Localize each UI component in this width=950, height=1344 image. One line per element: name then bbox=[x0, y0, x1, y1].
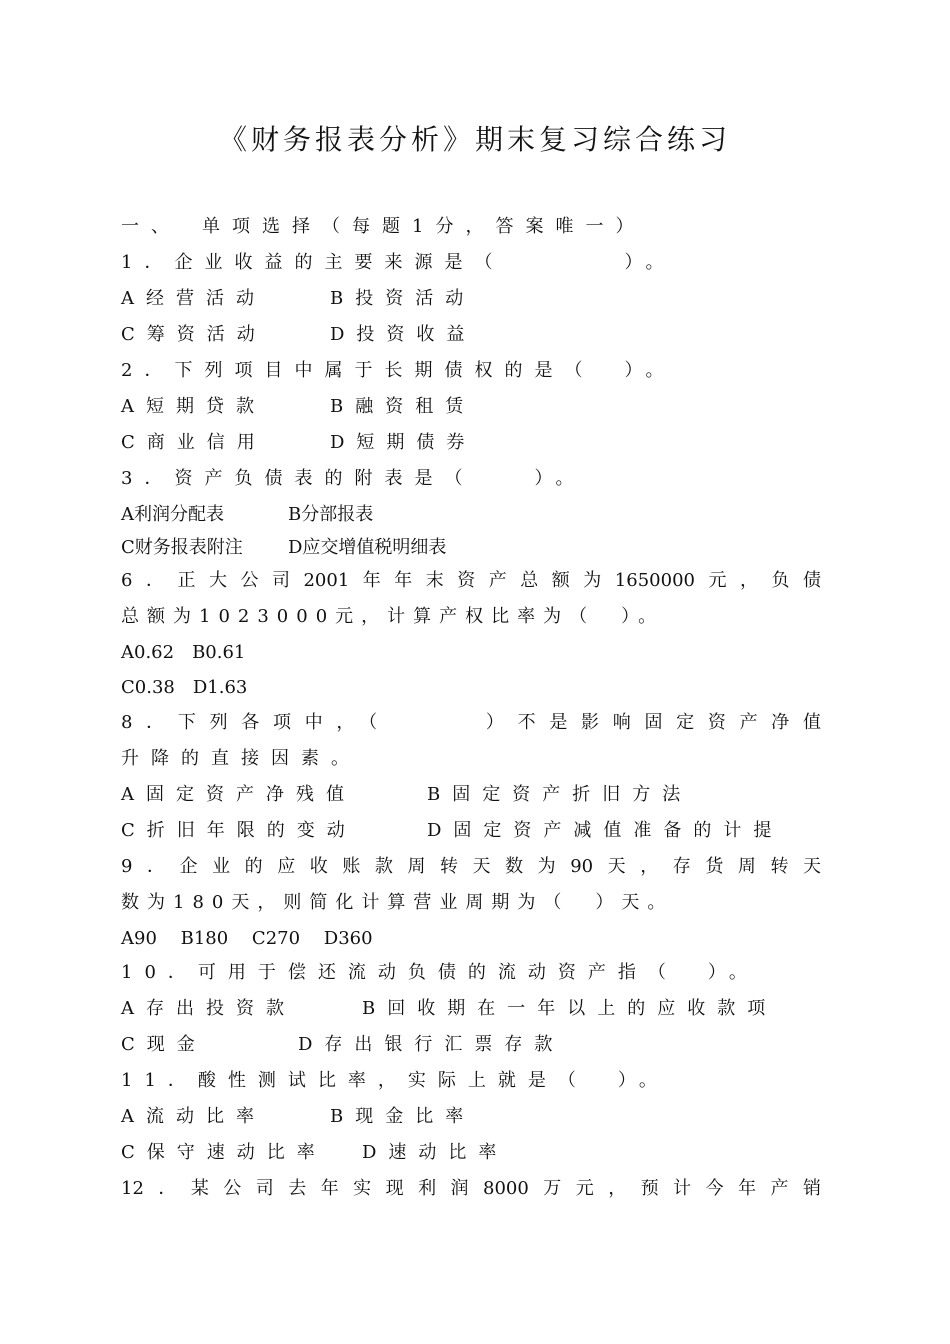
q3-option-b: B分部报表 bbox=[288, 504, 374, 525]
question-10: 10．可用于偿还流动负债的流动资产指（ ）。 bbox=[121, 962, 759, 983]
question-11: 11．酸性测试比率，实际上就是（ ）。 bbox=[121, 1070, 669, 1091]
question-1: 1．企业收益的主要来源是（ ）。 bbox=[121, 252, 676, 273]
question-8-line-1: 8．下列各项中，（ ）不是影响固定资产净值 bbox=[121, 712, 821, 733]
q2-option-a: A短期贷款 bbox=[121, 396, 266, 417]
question-9-line-1: 9．企业的应收账款周转天数为90天，存货周转天 bbox=[121, 856, 821, 877]
q1-option-d: D投资收益 bbox=[330, 324, 477, 345]
q8-option-d: D固定资产减值准备的计提 bbox=[427, 820, 784, 841]
q11-option-a: A流动比率 bbox=[121, 1106, 266, 1127]
question-6-line-2: 总额为1023000元，计算产权比率为（ ）。 bbox=[121, 606, 665, 627]
q10-option-a: A存出投资款 bbox=[121, 998, 296, 1019]
question-2: 2．下列项目中属于长期债权的是（ ）。 bbox=[121, 360, 676, 381]
q11-option-d: D速动比率 bbox=[362, 1142, 509, 1163]
question-6-line-1: 6．正大公司2001年年末资产总额为1650000元，负债 bbox=[121, 570, 821, 591]
page-title: 《财务报表分析》期末复习综合练习 bbox=[218, 123, 731, 156]
q2-option-d: D短期债券 bbox=[330, 432, 477, 453]
q1-option-a: A经营活动 bbox=[121, 288, 266, 309]
q10-option-d: D存出银行汇票存款 bbox=[298, 1034, 565, 1055]
q10-option-b: B回收期在一年以上的应收款项 bbox=[362, 998, 778, 1019]
q6-options-cd: C0.38 D1.63 bbox=[121, 677, 248, 698]
question-8-line-2: 升降的直接因素。 bbox=[121, 748, 361, 769]
q2-option-b: B融资租赁 bbox=[330, 396, 476, 417]
question-3: 3．资产负债表的附表是（ ）。 bbox=[121, 468, 586, 489]
question-12-line-1: 12．某公司去年实现利润8000万元，预计今年产销 bbox=[121, 1178, 821, 1199]
q11-option-b: B现金比率 bbox=[330, 1106, 476, 1127]
q1-option-b: B投资活动 bbox=[330, 288, 476, 309]
q3-option-c: C财务报表附注 bbox=[121, 537, 243, 558]
section-heading: 一、 单项选择（每题1分，答案唯一） bbox=[121, 216, 646, 237]
q11-option-c: C保守速动比率 bbox=[121, 1142, 327, 1163]
q8-option-c: C折旧年限的变动 bbox=[121, 820, 357, 841]
q2-option-c: C商业信用 bbox=[121, 432, 267, 453]
q3-option-d: D应交增值税明细表 bbox=[288, 537, 447, 558]
q6-options-ab: A0.62 B0.61 bbox=[121, 642, 246, 663]
q3-option-a: A利润分配表 bbox=[121, 504, 224, 525]
q8-option-b: B固定资产折旧方法 bbox=[427, 784, 693, 805]
q1-option-c: C筹资活动 bbox=[121, 324, 267, 345]
q8-option-a: A固定资产净残值 bbox=[121, 784, 356, 805]
q9-options: A90 B180 C270 D360 bbox=[121, 928, 373, 949]
q10-option-c: C现金 bbox=[121, 1034, 207, 1055]
question-9-line-2: 数为180天，则简化计算营业周期为（ ）天。 bbox=[121, 892, 674, 913]
